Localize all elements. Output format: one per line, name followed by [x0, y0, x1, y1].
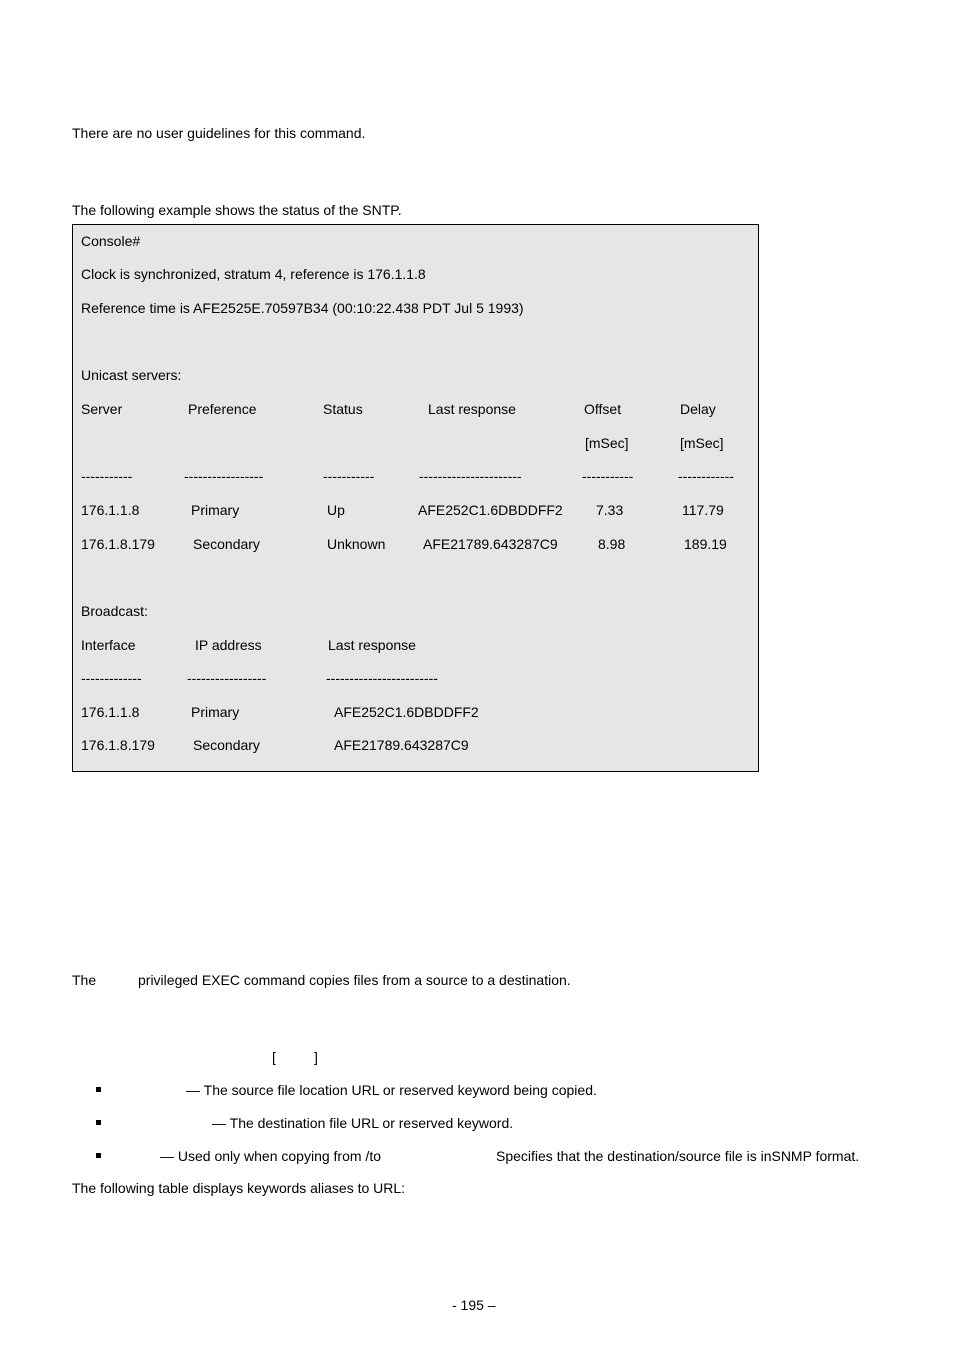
bullet-destination-url: — The destination file URL or reserved keyword. — [212, 1115, 514, 1131]
broadcast-title: Broadcast: — [81, 603, 148, 619]
broadcast-header-interface: Interface — [81, 637, 136, 653]
table-row: Unknown — [327, 536, 386, 552]
table-row: 189.19 — [684, 536, 727, 552]
bullet-snmp: — Used only when copying from /to — [160, 1148, 381, 1164]
broadcast-header-last-response: Last response — [328, 637, 416, 653]
table-row: 176.1.8.179 — [81, 536, 155, 552]
unicast-header-offset: Offset — [584, 401, 622, 417]
table-row: AFE21789.643287C9 — [423, 536, 558, 552]
table-row: Up — [327, 502, 345, 518]
unicast-header-preference: Preference — [188, 401, 257, 417]
broadcast-divider-ip-address: ----------------- — [187, 670, 267, 686]
table-row: 8.98 — [598, 536, 626, 552]
unicast-divider-last-response: ---------------------- — [419, 468, 522, 484]
table-row: Secondary — [193, 536, 260, 552]
table-row: 117.79 — [682, 502, 724, 518]
syntax-bracket-open: [ — [272, 1049, 276, 1065]
table-row: AFE21789.643287C9 — [334, 737, 469, 753]
unicast-header-server: Server — [81, 401, 123, 417]
table-row: 176.1.1.8 — [81, 502, 140, 518]
broadcast-divider-interface: ------------- — [81, 670, 142, 686]
square-bullet-icon — [96, 1153, 101, 1158]
broadcast-header-ip-address: IP address — [195, 637, 262, 653]
clock-status-line: Clock is synchronized, stratum 4, reference is 176.1.1.8 — [81, 266, 426, 282]
copy-description-prefix: The — [72, 972, 97, 988]
keyword-table-intro: The following table displays keywords aliases to URL: — [72, 1180, 406, 1196]
console-output-box — [72, 224, 759, 772]
unicast-unit-offset: [mSec] — [585, 435, 629, 451]
table-row: 176.1.8.179 — [81, 737, 155, 753]
table-row: 176.1.1.8 — [81, 704, 140, 720]
table-row: Primary — [191, 704, 240, 720]
table-row: Secondary — [193, 737, 260, 753]
unicast-header-delay: Delay — [680, 401, 716, 417]
square-bullet-icon — [96, 1120, 101, 1125]
unicast-unit-delay: [mSec] — [680, 435, 724, 451]
example-intro-text: The following example shows the status of the SNTP. — [72, 202, 402, 218]
syntax-bracket-close: ] — [314, 1049, 318, 1065]
broadcast-divider-last-response: ------------------------ — [326, 670, 438, 686]
unicast-header-last-response: Last response — [428, 401, 516, 417]
unicast-divider-preference: ----------------- — [184, 468, 264, 484]
unicast-header-status: Status — [323, 401, 363, 417]
table-row: AFE252C1.6DBDDFF2 — [334, 704, 479, 720]
unicast-divider-offset: ----------- — [582, 468, 634, 484]
guidelines-text: There are no user guidelines for this command. — [72, 125, 366, 141]
unicast-divider-server: ----------- — [81, 468, 133, 484]
unicast-divider-delay: ------------ — [678, 468, 734, 484]
console-prompt: Console# — [81, 233, 141, 249]
table-row: Primary — [191, 502, 240, 518]
unicast-title: Unicast servers: — [81, 367, 182, 383]
unicast-divider-status: ----------- — [323, 468, 375, 484]
square-bullet-icon — [96, 1087, 101, 1092]
reference-time-line: Reference time is AFE2525E.70597B34 (00:10:22.438 PDT Jul 5 1993) — [81, 300, 524, 316]
copy-description: privileged EXEC command copies files from a source to a destination. — [138, 972, 571, 988]
table-row: 7.33 — [596, 502, 624, 518]
table-row: AFE252C1.6DBDDFF2 — [418, 502, 563, 518]
page-number: - 195 – — [452, 1297, 496, 1313]
bullet-snmp-tail: Specifies that the destination/source file is inSNMP format. — [496, 1148, 860, 1164]
bullet-source-url: — The source file location URL or reserved keyword being copied. — [186, 1082, 597, 1098]
